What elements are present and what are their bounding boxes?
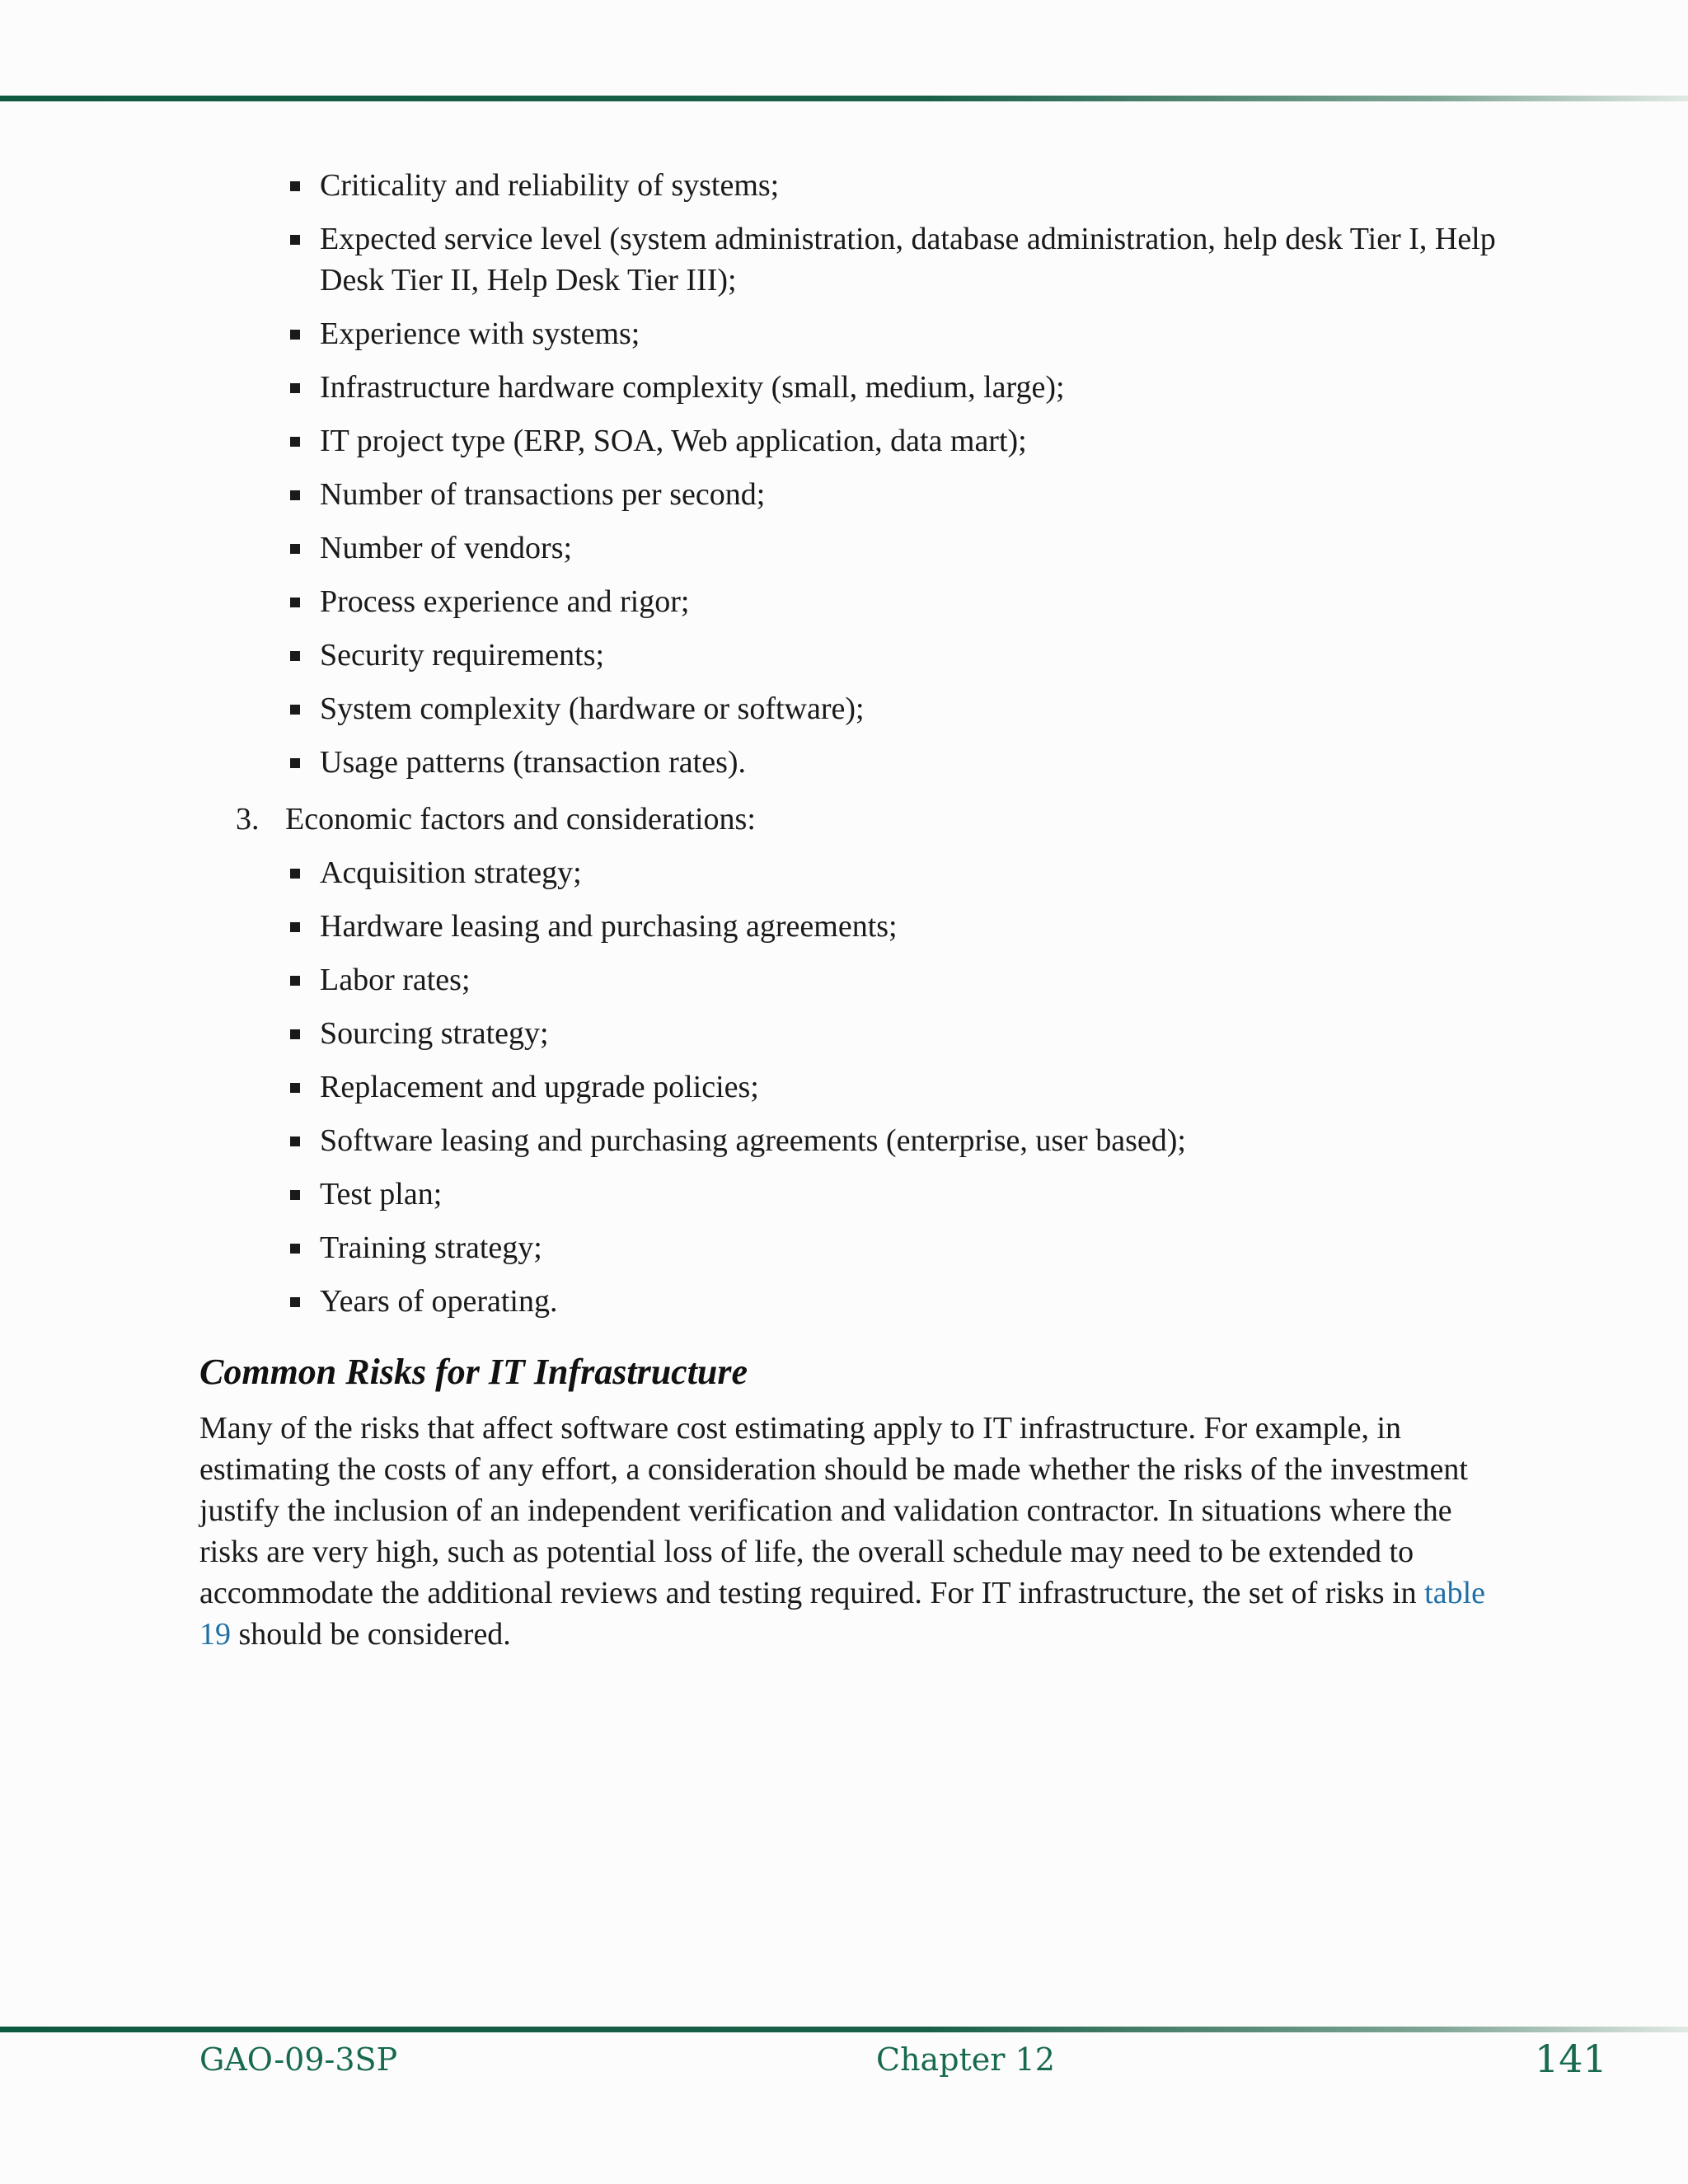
list-item: Number of vendors; [320,527,1498,581]
square-bullet-icon [290,181,300,191]
list-item: Process experience and rigor; [320,581,1498,635]
list-item: Years of operating. [320,1281,1498,1334]
square-bullet-icon [290,544,300,554]
square-bullet-icon [290,1029,300,1039]
header-rule [0,96,1688,101]
list-item: Criticality and reliability of systems; [320,165,1498,218]
item-text: Economic factors and considerations: [285,802,756,837]
square-bullet-icon [290,1137,300,1146]
list-item: Replacement and upgrade policies; [320,1066,1498,1120]
list-item: Test plan; [320,1174,1498,1227]
table-19-link[interactable]: table 19 [199,1576,1485,1652]
square-bullet-icon [290,330,300,340]
square-bullet-icon [290,869,300,879]
square-bullet-icon [290,490,300,500]
list-item: Infrastructure hardware complexity (small, medium, large); [320,367,1498,420]
square-bullet-icon [290,705,300,715]
square-bullet-icon [290,235,300,245]
square-bullet-icon [290,976,300,986]
footer-document-id: GAO-09-3SP [199,2041,398,2078]
list-item: Security requirements; [320,635,1498,688]
section-paragraph: Many of the risks that affect software cost estimating apply to IT infrastructure. For example, in estimating the costs of any effort, a consideration should be made whether the risks of the investment justify the inclusion of an independent verification and validation contractor. In situations where the risks are very high, such as potential loss of life, the overall schedule may need to be extended to accommodate the additional reviews and testing required. For IT infrastructure, the set of risks in table 19 should be considered. [199,1411,1485,1652]
square-bullet-icon [290,437,300,447]
numbered-item-economic-factors [236,799,756,840]
footer-chapter: Chapter 12 [876,2041,1055,2078]
list-item: Expected service level (system administration, database administration, help desk Tier I, Help Desk Tier II, Help Desk Tier III); [320,218,1498,313]
bullet-list-technical-factors [320,165,1498,795]
item-number: 3. [236,802,260,837]
square-bullet-icon [290,758,300,768]
square-bullet-icon [290,1244,300,1254]
square-bullet-icon [290,1083,300,1093]
list-item: Acquisition strategy; [320,852,1498,906]
list-item: Labor rates; [320,959,1498,1013]
square-bullet-icon [290,651,300,661]
list-item: Hardware leasing and purchasing agreements; [320,906,1498,959]
square-bullet-icon [290,922,300,932]
list-item: Training strategy; [320,1227,1498,1281]
square-bullet-icon [290,1297,300,1307]
list-item: System complexity (hardware or software); [320,688,1498,742]
list-item: IT project type (ERP, SOA, Web application, data mart); [320,420,1498,474]
square-bullet-icon [290,598,300,607]
page-number: 141 [1535,2036,1607,2081]
section-heading: Common Risks for IT Infrastructure [199,1352,748,1392]
footer-rule [0,2027,1688,2032]
square-bullet-icon [290,1190,300,1200]
list-item: Software leasing and purchasing agreements (enterprise, user based); [320,1120,1498,1174]
square-bullet-icon [290,383,300,393]
bullet-list-economic-factors [320,852,1498,1334]
list-item: Number of transactions per second; [320,474,1498,527]
list-item: Usage patterns (transaction rates). [320,742,1498,795]
list-item: Experience with systems; [320,313,1498,367]
list-item: Sourcing strategy; [320,1013,1498,1066]
